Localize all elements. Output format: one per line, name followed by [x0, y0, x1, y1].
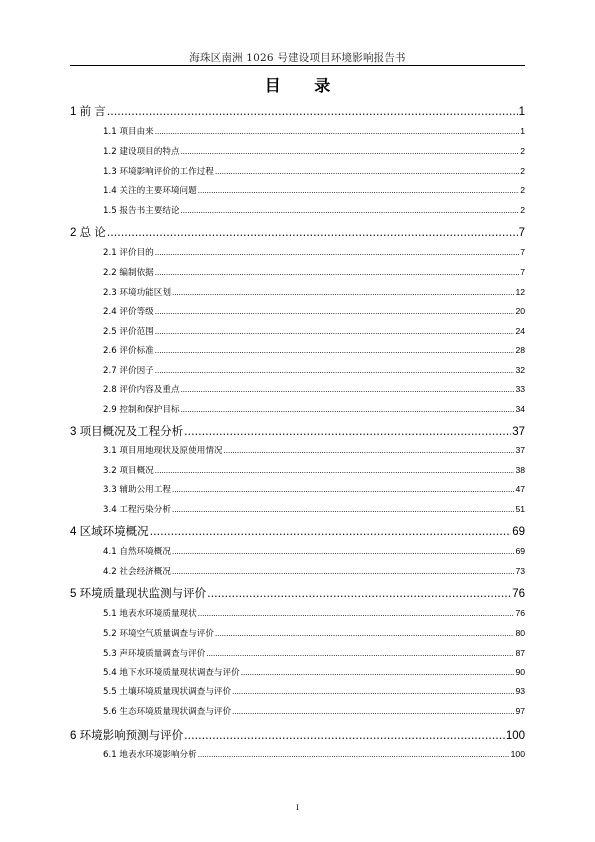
- dot-leader: [184, 424, 511, 438]
- toc-entry-page: 93: [515, 686, 525, 696]
- toc-entry-label: 3.2 项目概况: [103, 466, 154, 476]
- toc-entry-label: 2.8 评价内容及重点: [103, 385, 180, 395]
- toc-entry-page: 37: [512, 426, 525, 438]
- toc-entry-label: 1.4 关注的主要环境问题: [103, 186, 197, 196]
- toc-section-entry[interactable]: [103, 165, 525, 177]
- toc-entry-label: 6.1 地表水环境影响分析: [103, 750, 197, 760]
- running-header: 海珠区南洲 1026 号建设项目环境影响报告书: [189, 52, 406, 64]
- toc-section-entry[interactable]: [103, 344, 525, 356]
- toc-entry-page: 24: [515, 326, 525, 336]
- toc-entry-label: 3.1 项目用地现状及原使用情况: [103, 446, 223, 456]
- dot-leader: [206, 649, 514, 659]
- toc-chapter-entry[interactable]: [70, 727, 525, 743]
- dot-leader: [198, 609, 515, 619]
- toc-section-entry[interactable]: [103, 286, 525, 298]
- dot-leader: [232, 707, 514, 717]
- toc-section-entry[interactable]: [103, 565, 525, 577]
- toc-section-entry[interactable]: [103, 364, 525, 376]
- toc-section-entry[interactable]: [103, 145, 525, 157]
- toc-entry-page: 76: [512, 588, 525, 600]
- dot-leader: [198, 750, 510, 760]
- toc-entry-page: 69: [515, 546, 525, 556]
- toc-section-entry[interactable]: [103, 305, 525, 317]
- toc-entry-label: 5.5 土壤环境质量现状调查与评价: [103, 687, 232, 697]
- toc-entry-page: 100: [505, 730, 525, 742]
- toc-chapter-entry[interactable]: [70, 224, 525, 240]
- toc-entry-page: 47: [515, 484, 525, 494]
- toc-section-entry[interactable]: [103, 685, 525, 697]
- toc-entry-label: 5 环境质量现状监测与评价: [70, 588, 207, 600]
- toc-entry-label: 1.2 建设项目的特点: [103, 147, 180, 157]
- dot-leader: [155, 327, 515, 337]
- dot-leader: [181, 405, 515, 415]
- toc-section-entry[interactable]: [103, 503, 525, 515]
- toc-entry-page: 69: [512, 526, 525, 538]
- toc-entry-page: 80: [515, 628, 525, 638]
- toc-chapter-entry[interactable]: [70, 423, 525, 439]
- toc-entry-label: 4.1 自然环境概况: [103, 547, 171, 557]
- toc-entry-page: 33: [515, 384, 525, 394]
- dot-leader: [181, 206, 520, 216]
- toc-section-entry[interactable]: [103, 666, 525, 678]
- toc-entry-page: 97: [515, 706, 525, 716]
- toc-chapter-entry[interactable]: [70, 523, 525, 539]
- toc-entry-page: 1: [518, 106, 525, 118]
- toc-section-entry[interactable]: [103, 125, 525, 137]
- toc-chapter-entry[interactable]: [70, 585, 525, 601]
- toc-entry-page: 1: [520, 126, 525, 136]
- toc-entry-page: 51: [515, 504, 525, 514]
- toc-entry-page: 7: [520, 247, 525, 257]
- toc-entry-page: 38: [515, 465, 525, 475]
- toc-entry-label: 3.4 工程污染分析: [103, 505, 171, 515]
- toc-entry-page: 28: [515, 345, 525, 355]
- toc-entry-label: 5.6 生态环境质量现状调查与评价: [103, 707, 232, 717]
- toc-entry-label: 2.1 评价目的: [103, 248, 154, 258]
- toc-section-entry[interactable]: [103, 627, 525, 639]
- toc-entry-label: 1.3 环境影响评价的工作过程: [103, 167, 214, 177]
- header-rule: [70, 65, 525, 66]
- toc-entry-label: 3 项目概况及工程分析: [70, 426, 184, 438]
- toc-section-entry[interactable]: [103, 483, 525, 495]
- toc-entry-page: 32: [515, 365, 525, 375]
- dot-leader: [172, 567, 514, 577]
- toc-title: 目 录: [264, 76, 345, 95]
- toc-entry-page: 2: [520, 185, 525, 195]
- toc-section-entry[interactable]: [103, 184, 525, 196]
- toc-section-entry[interactable]: [103, 325, 525, 337]
- toc-entry-page: 34: [515, 404, 525, 414]
- toc-entry-label: 2.2 编制依据: [103, 268, 154, 278]
- dot-leader: [215, 629, 515, 639]
- dot-leader: [172, 485, 514, 495]
- toc-entry-label: 2.5 评价范围: [103, 327, 154, 337]
- toc-section-entry[interactable]: [103, 464, 525, 476]
- toc-section-entry[interactable]: [103, 204, 525, 216]
- toc-entry-label: 2.4 评价等级: [103, 307, 154, 317]
- dot-leader: [150, 524, 512, 538]
- toc-section-entry[interactable]: [103, 246, 525, 258]
- dot-leader: [181, 147, 520, 157]
- toc-entry-label: 3.3 辅助公用工程: [103, 485, 171, 495]
- toc-section-entry[interactable]: [103, 383, 525, 395]
- dot-leader: [207, 586, 511, 600]
- toc-entry-page: 12: [515, 287, 525, 297]
- dot-leader: [155, 127, 519, 137]
- toc-entry-label: 4.2 社会经济概况: [103, 567, 171, 577]
- toc-section-entry[interactable]: [103, 545, 525, 557]
- toc-section-entry[interactable]: [103, 647, 525, 659]
- toc-entry-label: 1.5 报告书主要结论: [103, 206, 180, 216]
- toc-entry-label: 5.1 地表水环境质量现状: [103, 609, 197, 619]
- dot-leader: [172, 505, 514, 515]
- toc-entry-page: 2: [520, 166, 525, 176]
- dot-leader: [155, 346, 515, 356]
- dot-leader: [215, 167, 519, 177]
- toc-section-entry[interactable]: [103, 266, 525, 278]
- toc-entry-label: 2.9 控制和保护目标: [103, 405, 180, 415]
- toc-entry-label: 5.2 环境空气质量调查与评价: [103, 629, 214, 639]
- toc-entry-label: 2.3 环境功能区划: [103, 288, 171, 298]
- toc-entry-page: 100: [510, 749, 525, 759]
- dot-leader: [155, 307, 515, 317]
- toc-entry-page: 2: [520, 146, 525, 156]
- toc-entry-label: 1 前 言: [70, 106, 106, 118]
- toc-section-entry[interactable]: [103, 748, 525, 760]
- toc-chapter-entry[interactable]: [70, 103, 525, 119]
- dot-leader: [155, 248, 519, 258]
- dot-leader: [198, 186, 519, 196]
- toc-entry-page: 37: [515, 445, 525, 455]
- dot-leader: [184, 728, 505, 742]
- dot-leader: [155, 268, 519, 278]
- toc-entry-label: 4 区域环境概况: [70, 526, 149, 538]
- toc-entry-label: 6 环境影响预测与评价: [70, 730, 184, 742]
- toc-entry-page: 73: [515, 566, 525, 576]
- dot-leader: [181, 385, 515, 395]
- page-number: I: [296, 803, 299, 812]
- dot-leader: [241, 668, 515, 678]
- toc-section-entry[interactable]: [103, 607, 525, 619]
- dot-leader: [172, 547, 514, 557]
- toc-entry-label: 2 总 论: [70, 227, 106, 239]
- toc-entry-label: 2.7 评价因子: [103, 366, 154, 376]
- toc-section-entry[interactable]: [103, 705, 525, 717]
- dot-leader: [172, 288, 514, 298]
- dot-leader: [232, 687, 514, 697]
- toc-entry-page: 7: [520, 267, 525, 277]
- toc-section-entry[interactable]: [103, 403, 525, 415]
- dot-leader: [155, 466, 515, 476]
- dot-leader: [155, 366, 515, 376]
- toc-entry-page: 87: [515, 648, 525, 658]
- toc-entry-page: 7: [518, 227, 525, 239]
- dot-leader: [224, 446, 515, 456]
- toc-entry-page: 90: [515, 667, 525, 677]
- toc-section-entry[interactable]: [103, 444, 525, 456]
- toc-entry-label: 2.6 评价标准: [103, 346, 154, 356]
- dot-leader: [107, 104, 518, 118]
- toc-entry-label: 1.1 项目由来: [103, 127, 154, 137]
- toc-entry-label: 5.3 声环境质量调查与评价: [103, 649, 206, 659]
- toc-entry-page: 2: [520, 205, 525, 215]
- toc-entry-page: 20: [515, 306, 525, 316]
- dot-leader: [107, 225, 518, 239]
- toc-entry-label: 5.4 地下水环境质量现状调查与评价: [103, 668, 240, 678]
- toc-entry-page: 76: [515, 608, 525, 618]
